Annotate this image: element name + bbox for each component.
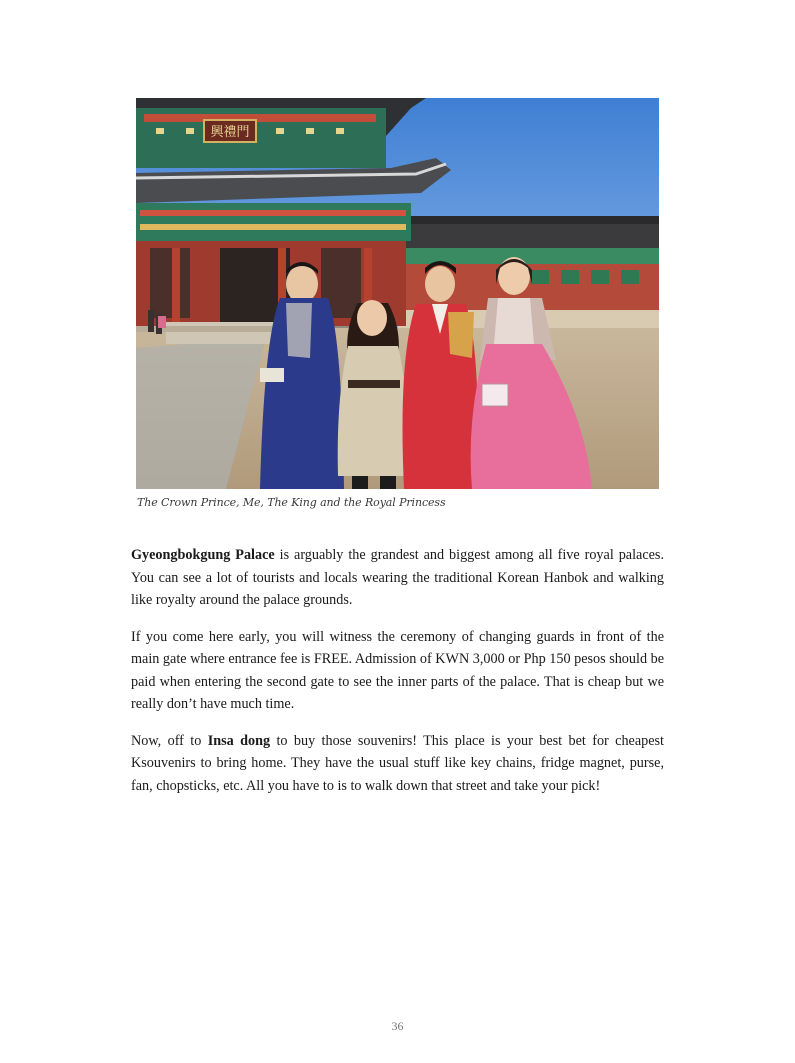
paragraph-souvenirs-after: to buy those souvenirs! This place is your best bet for cheapest Ksouvenirs to bring home. They have the usual stuff like key chains, fridge magnet, purse, fan, chopsticks, etc. All you have to is to walk down that street and take your pick! [131,732,664,794]
insa-dong-name: Insa dong [207,732,271,749]
paragraph-palace [131,544,664,612]
paragraph-admission: If you come here early, you will witness the ceremony of changing guards in front of the main gate where entrance fee is FREE. Admission of KWN 3,000 or Php 150 pesos should be paid when entering the second gate to see the inner parts of the palace. That is cheap but we really don’t have much time. [131,628,664,712]
paragraph-palace-text: is arguably the grandest and biggest among all five royal palaces. You can see a lot of tourists and locals wearing the traditional Korean Hanbok and walking like royalty around the palace grounds. [131,547,664,608]
article-body [131,544,664,811]
photo-caption: The Crown Prince, Me, The King and the Royal Princess [137,496,446,509]
paragraph-souvenirs-before: Now, off to [131,732,208,749]
palace-name: Gyeongbokgung Palace [131,547,275,563]
gate-signboard: 興禮門 [210,125,250,140]
palace-photo [136,98,659,489]
page-number: 36 [391,1019,404,1033]
paragraph-souvenirs [131,730,664,798]
